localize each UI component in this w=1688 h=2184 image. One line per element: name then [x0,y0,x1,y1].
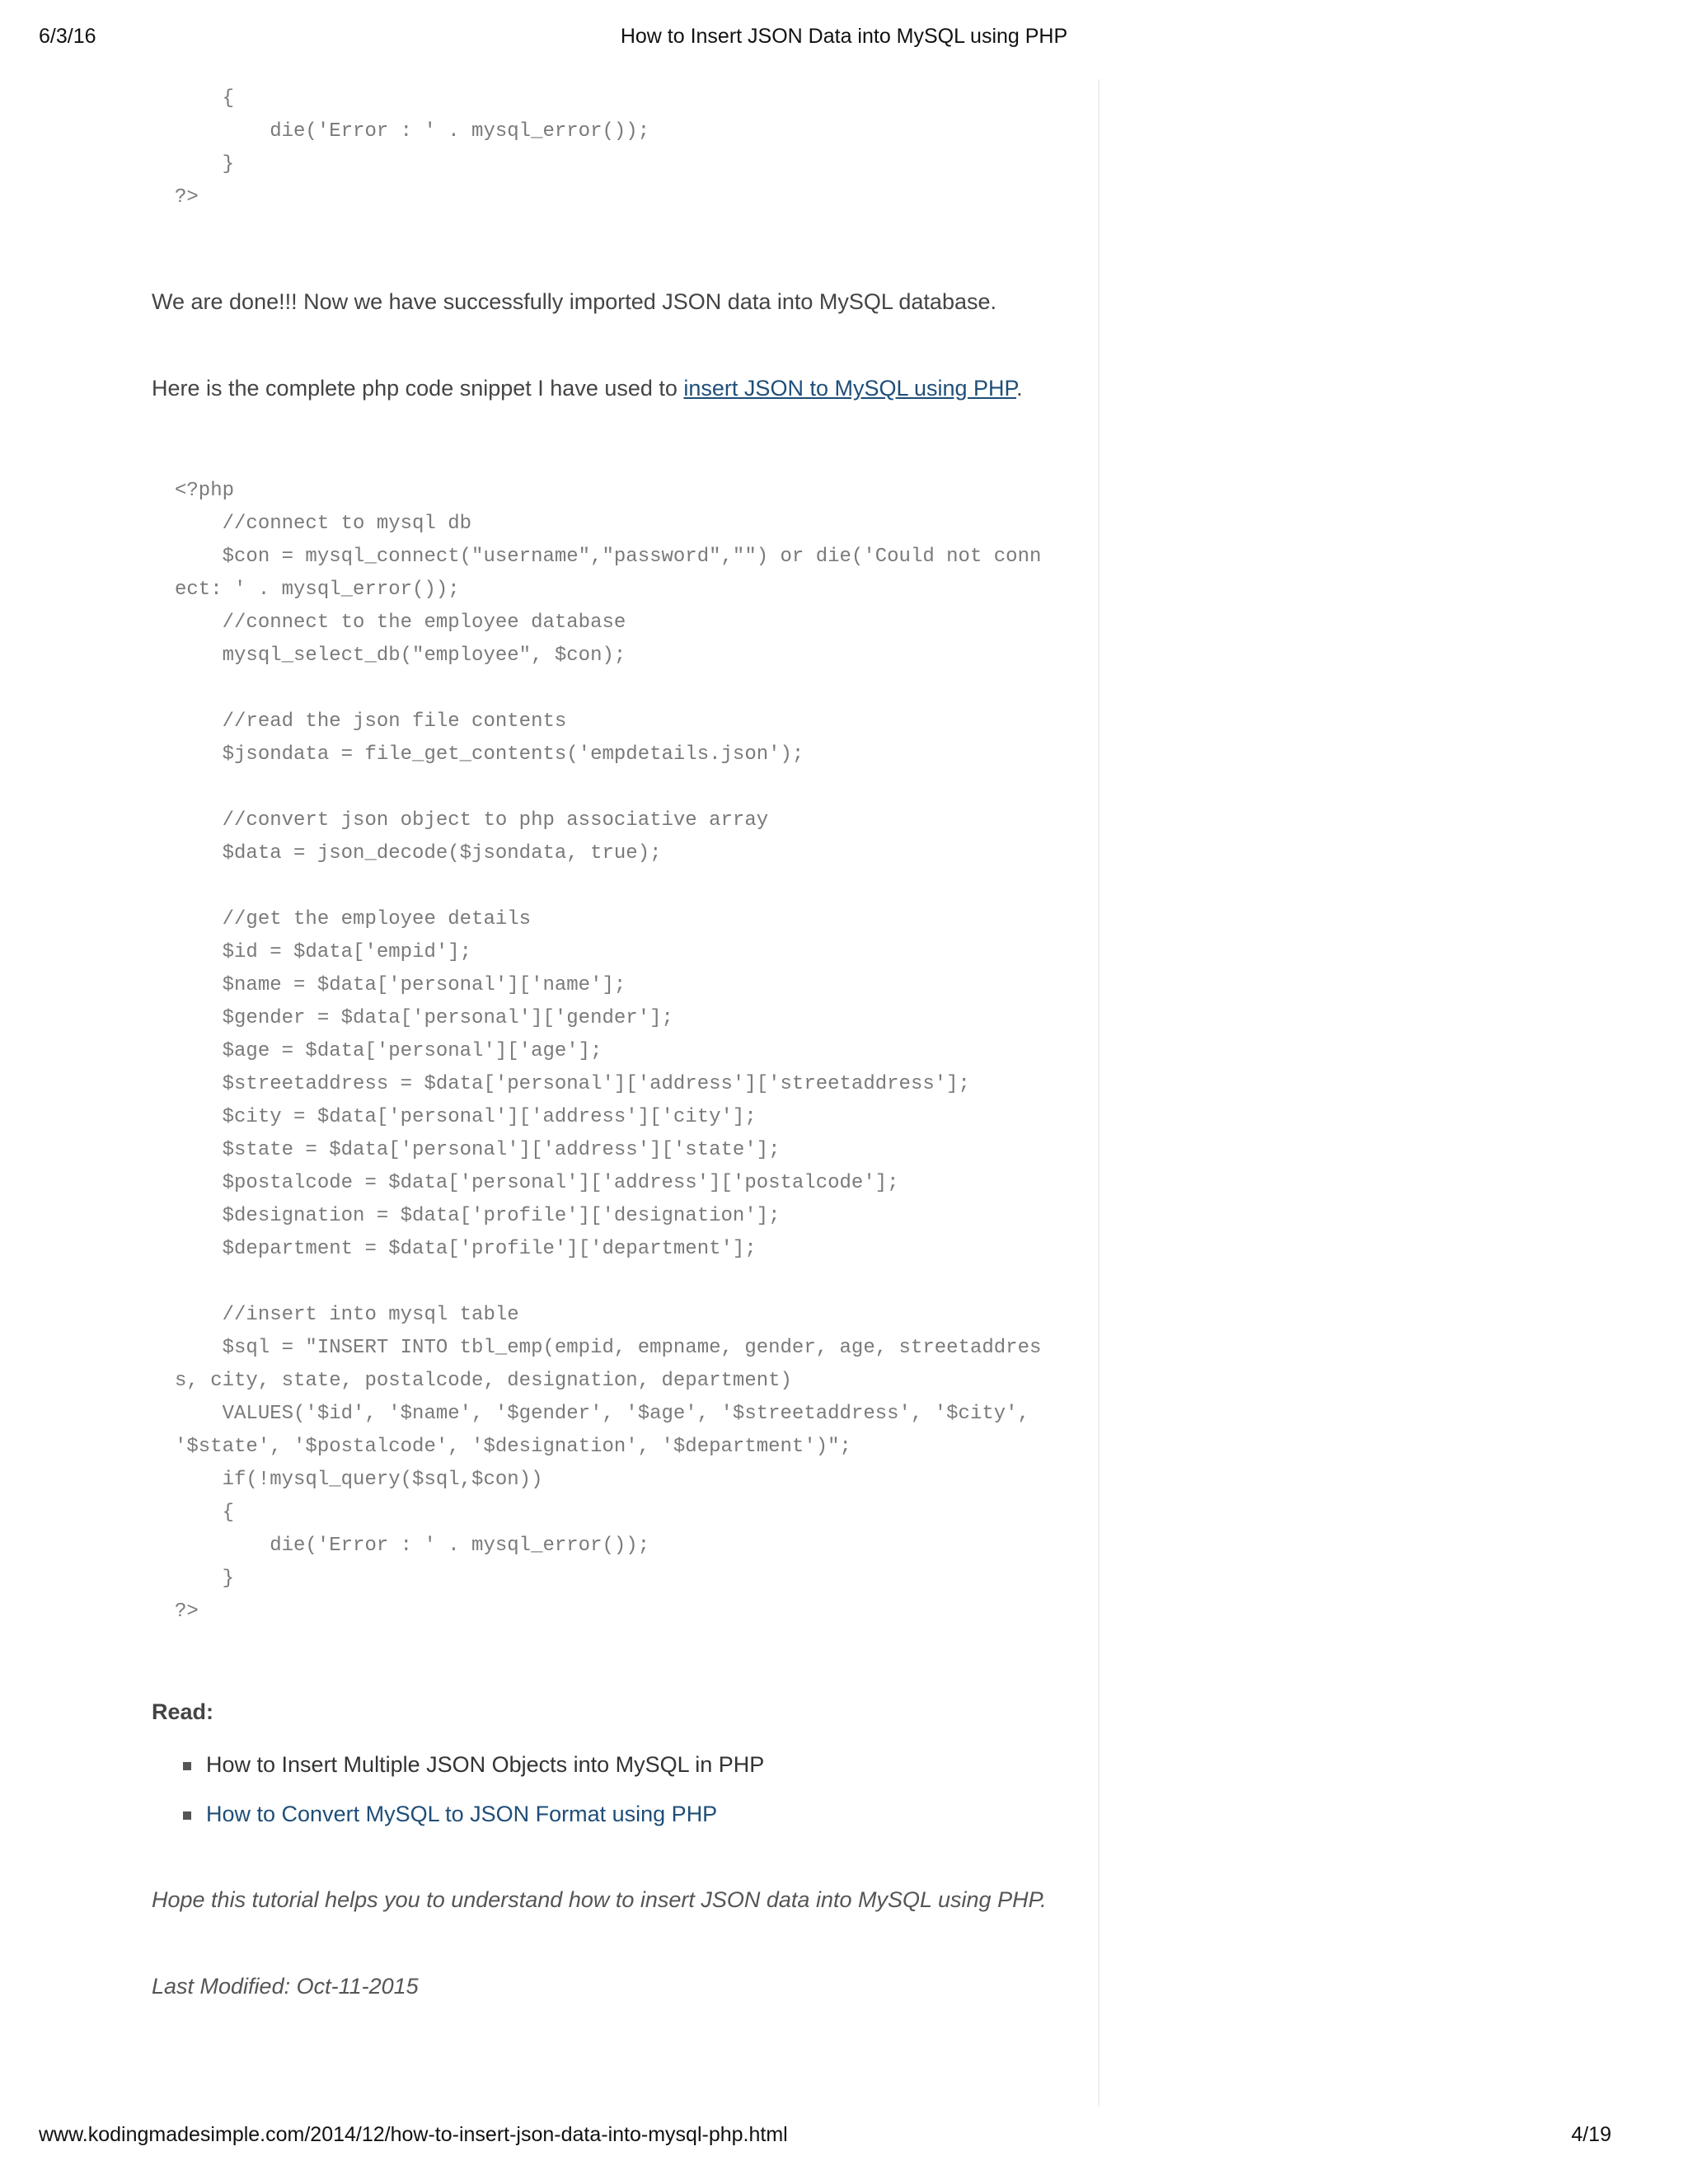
square-bullet-icon [183,1762,191,1770]
print-date: 6/3/16 [39,25,96,48]
complete-code-paragraph [152,372,1075,405]
code-snippet-end: { die('Error : ' . mysql_error()); } ?> [175,87,650,209]
insert-json-mysql-link[interactable]: insert JSON to MySQL using PHP [683,376,1017,401]
print-title: How to Insert JSON Data into MySQL using PHP [620,25,1068,48]
complete-code-block: <?php //connect to mysql db $con = mysql_connect("username","password","") or die('Could not conn ect: ' . mysql_error()); //connect to the employee database mysql_select_db("employee", $con); //read the json file contents $jsondata = file_get_contents('empdetails.json'); //convert json object to php associative array $data = json_decode($jsondata, true); //get the employee details $id = $data['empid']; $name = $data['personal']['name']; $gender = $data['personal']['gender']; $age = $data['personal']['age']; $streetaddress = $data['personal']['address']['streetaddress']; $city = $data['personal']['address']['city']; $state = $data['personal']['address']['state']; $postalcode = $data['personal']['address']['postalcode']; $designation = $data['profile']['designation']; $department = $data['profile']['department']; //insert into mysql table $sql = "INSERT INTO tbl_emp(empid, empname, gender, age, streetaddres s, city, state, postalcode, designation, department) VALUES('$id', '$name', '$gender', '$age', '$streetaddress', '$city', '$state', '$postalcode', '$designation', '$department')"; if(!mysql_query($sql,$con)) { die('Error : ' . mysql_error()); } ?> [175,480,1042,1623]
print-footer [39,2123,1611,2156]
mysql-to-json-link[interactable]: How to Convert MySQL to JSON Format using PHP [206,1802,718,1826]
print-header [39,25,1649,58]
page-url: www.kodingmadesimple.com/2014/12/how-to-insert-json-data-into-mysql-php.html [39,2123,788,2146]
read-heading: Read: [152,1699,214,1724]
complete-code-text: Here is the complete php code snippet I have used to [152,376,684,401]
list-item[interactable] [152,1797,1075,1830]
last-modified: Last Modified: Oct-11-2015 [152,1974,419,1999]
hope-paragraph: Hope this tutorial helps you to understand how to insert JSON data into MySQL using PHP. [152,1887,1047,1912]
article-content [152,79,1075,2003]
read-list [152,1748,1075,1830]
done-paragraph: We are done!!! Now we have successfully imported JSON data into MySQL database. [152,289,996,314]
square-bullet-icon [183,1811,191,1820]
read-item-text: How to Insert Multiple JSON Objects into MySQL in PHP [206,1752,765,1777]
list-item [152,1748,1075,1781]
page-number: 4/19 [1571,2123,1611,2146]
sidebar-divider [1098,79,1100,2107]
complete-code-period: . [1016,376,1023,401]
